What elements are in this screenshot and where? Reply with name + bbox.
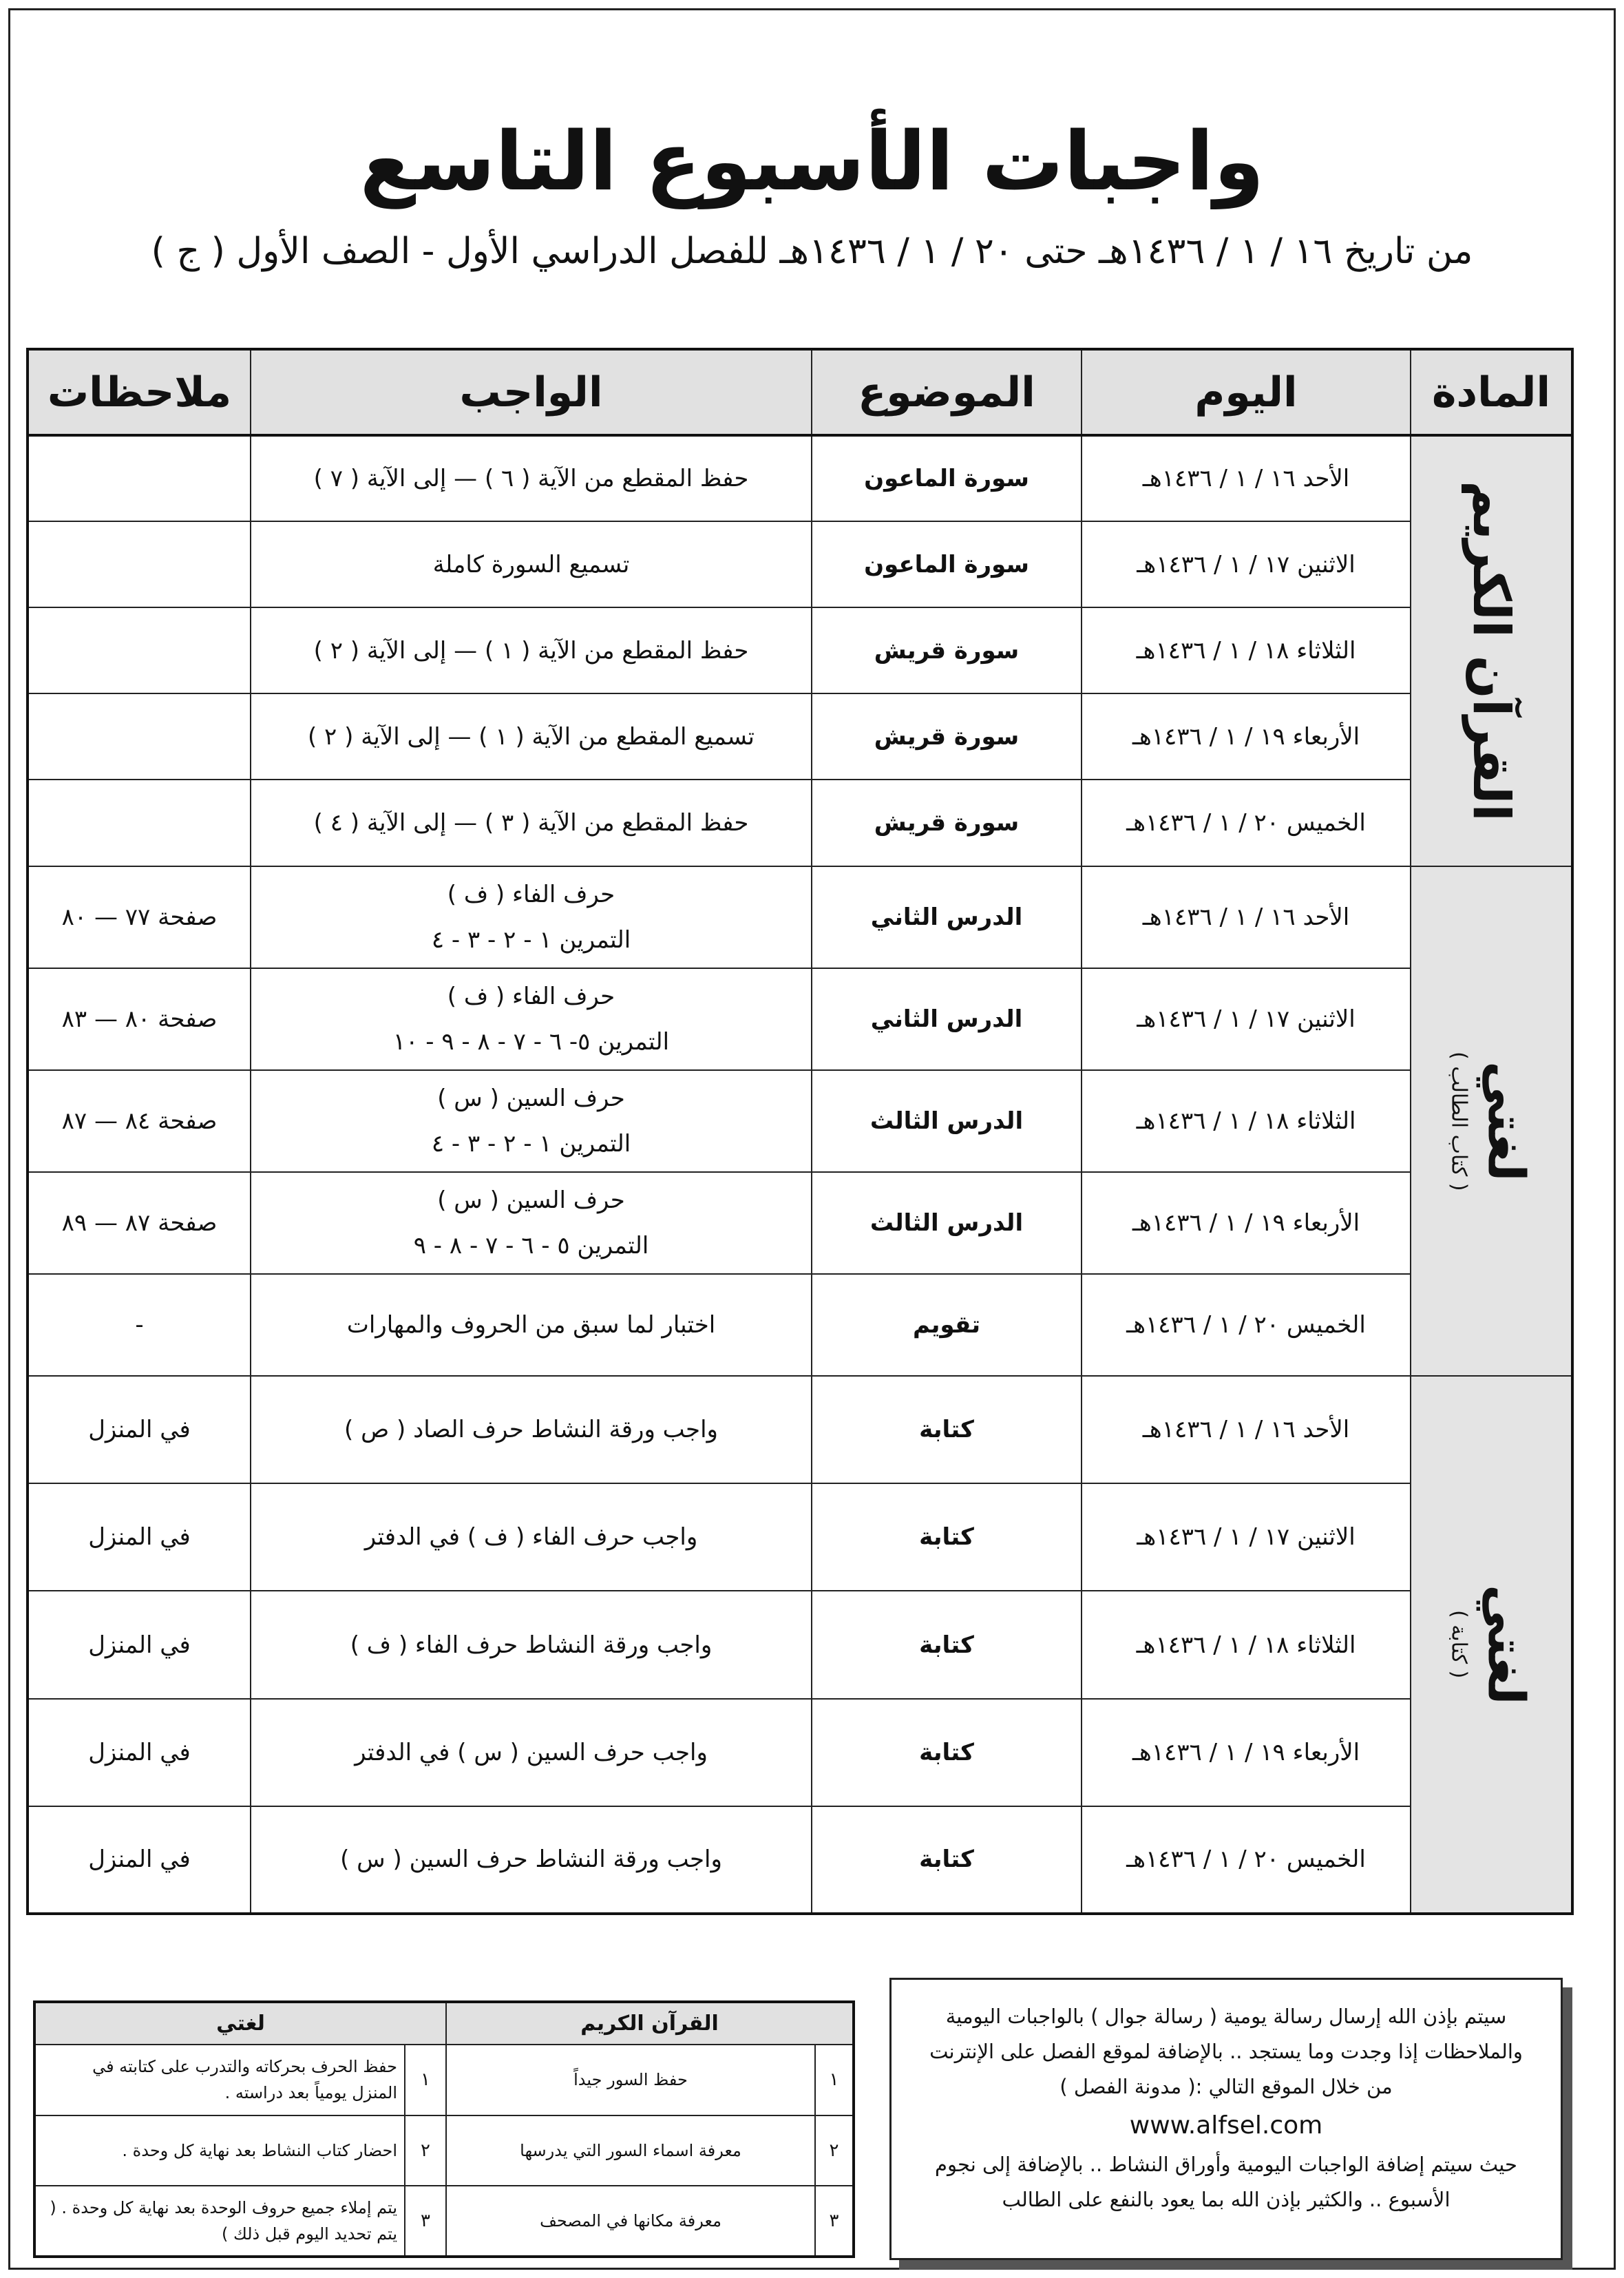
header-subject: المادة — [1411, 349, 1572, 435]
page-title: واجبات الأسبوع التاسع — [359, 114, 1265, 209]
subject-subtitle: ( كتابة ) — [1446, 1610, 1471, 1679]
legend-number: ٢ — [815, 2115, 854, 2186]
topic-cell: كتابة — [812, 1591, 1082, 1698]
homework-line-2: التمرين ٥- ٦ - ٧ - ٨ - ٩ - ١٠ — [392, 1027, 670, 1056]
notes-cell — [28, 435, 251, 521]
homework-table — [26, 348, 1574, 1915]
header-homework: الواجب — [251, 349, 812, 435]
day-cell: الأربعاء ١٩ / ١ / ١٤٣٦هـ — [1082, 1699, 1411, 1806]
homework-line: حرف الفاء ( ف ) — [447, 982, 615, 1010]
homework-cell — [251, 1274, 812, 1376]
day-cell: الخميس ٢٠ / ١ / ١٤٣٦هـ — [1082, 1274, 1411, 1376]
header-topic: الموضوع — [812, 349, 1082, 435]
homework-line-2: التمرين ١ - ٢ - ٣ - ٤ — [431, 1129, 631, 1158]
day-cell: الثلاثاء ١٨ / ١ / ١٤٣٦هـ — [1082, 607, 1411, 693]
day-cell: الاثنين ١٧ / ١ / ١٤٣٦هـ — [1082, 1483, 1411, 1591]
legend-quran-item: حفظ السور جيداً — [446, 2045, 815, 2115]
homework-line: واجب حرف السين ( س ) في الدفتر — [355, 1738, 708, 1766]
day-cell: الاثنين ١٧ / ١ / ١٤٣٦هـ — [1082, 521, 1411, 607]
table-row — [28, 1483, 1572, 1591]
subject-cell — [1411, 1376, 1572, 1914]
notes-cell — [28, 607, 251, 693]
homework-cell — [251, 1591, 812, 1698]
topic-cell: الدرس الثاني — [812, 866, 1082, 968]
homework-line-2: التمرين ٥ - ٦ - ٧ - ٨ - ٩ — [413, 1231, 649, 1260]
table-row — [28, 693, 1572, 780]
notes-cell: في المنزل — [28, 1699, 251, 1806]
homework-line: واجب حرف الفاء ( ف ) في الدفتر — [364, 1523, 698, 1551]
homework-line: حرف السين ( س ) — [437, 1084, 625, 1112]
homework-cell — [251, 866, 812, 968]
notes-cell: صفحة ٨٤ — ٨٧ — [28, 1070, 251, 1172]
notes-cell — [28, 780, 251, 866]
table-row — [28, 607, 1572, 693]
header-day: اليوم — [1082, 349, 1411, 435]
table-row — [28, 866, 1572, 968]
notes-cell: في المنزل — [28, 1591, 251, 1698]
topic-cell: كتابة — [812, 1806, 1082, 1914]
table-row — [28, 1274, 1572, 1376]
day-cell: الأربعاء ١٩ / ١ / ١٤٣٦هـ — [1082, 693, 1411, 780]
homework-line: واجب ورقة النشاط حرف السين ( س ) — [340, 1846, 722, 1874]
notes-cell — [28, 521, 251, 607]
table-row — [28, 1591, 1572, 1698]
homework-line: تسميع المقطع من الآية ( ١ ) — إلى الآية ( ٢ ) — [307, 722, 755, 751]
homework-line: اختبار لما سبق من الحروف والمهارات — [346, 1311, 716, 1339]
homework-line: حفظ المقطع من الآية ( ٦ ) — إلى الآية ( ٧ ) — [313, 465, 749, 493]
topic-cell: الدرس الثالث — [812, 1172, 1082, 1274]
page-subtitle: من تاريخ ١٦ / ١ / ١٤٣٦هـ حتى ٢٠ / ١ / ١٤٣٦هـ للفصل الدراسي الأول - الصف الأول ( ج ) — [151, 231, 1473, 272]
homework-line-2: التمرين ١ - ٢ - ٣ - ٤ — [431, 926, 631, 954]
homework-cell — [251, 693, 812, 780]
topic-cell: سورة قريش — [812, 780, 1082, 866]
topic-cell: كتابة — [812, 1376, 1082, 1483]
table-row — [28, 1172, 1572, 1274]
legend-number: ١ — [405, 2045, 446, 2115]
header-notes: ملاحظات — [28, 349, 251, 435]
subject-cell — [1411, 435, 1572, 866]
info-box — [889, 1978, 1563, 2260]
homework-cell — [251, 1172, 812, 1274]
legend-number: ٢ — [405, 2115, 446, 2186]
table-row — [28, 1376, 1572, 1483]
day-cell: الخميس ٢٠ / ١ / ١٤٣٦هـ — [1082, 1806, 1411, 1914]
notes-cell: صفحة ٨٠ — ٨٣ — [28, 968, 251, 1070]
homework-cell — [251, 1376, 812, 1483]
homework-cell — [251, 780, 812, 866]
subject-subtitle: ( كتاب الطالب ) — [1446, 1051, 1471, 1191]
homework-cell — [251, 1806, 812, 1914]
legend-body — [34, 2045, 854, 2257]
legend-lughati-item: يتم إملاء جميع حروف الوحدة بعد نهاية كل وحدة . ( يتم تحديد اليوم قبل ذلك ) — [34, 2186, 405, 2257]
day-cell: الخميس ٢٠ / ١ / ١٤٣٦هـ — [1082, 780, 1411, 866]
subject-cell — [1411, 866, 1572, 1377]
topic-cell: سورة قريش — [812, 607, 1082, 693]
table-row — [28, 1070, 1572, 1172]
topic-cell: سورة قريش — [812, 693, 1082, 780]
table-row — [28, 1806, 1572, 1914]
table-row — [28, 1699, 1572, 1806]
homework-cell — [251, 1070, 812, 1172]
legend-quran-item: معرفة اسماء السور التي يدرسها — [446, 2115, 815, 2186]
table-row — [28, 968, 1572, 1070]
homework-cell — [251, 1699, 812, 1806]
topic-cell: سورة الماعون — [812, 435, 1082, 521]
notes-cell: صفحة ٧٧ — ٨٠ — [28, 866, 251, 968]
homework-line: حرف السين ( س ) — [437, 1186, 625, 1214]
table-body — [28, 435, 1572, 1914]
homework-cell — [251, 968, 812, 1070]
homework-line: تسميع السورة كاملة — [432, 550, 630, 578]
day-cell: الأربعاء ١٩ / ١ / ١٤٣٦هـ — [1082, 1172, 1411, 1274]
notes-cell: في المنزل — [28, 1483, 251, 1591]
day-cell: الأحد ١٦ / ١ / ١٤٣٦هـ — [1082, 866, 1411, 968]
legend-number: ٣ — [815, 2186, 854, 2257]
notes-cell: في المنزل — [28, 1806, 251, 1914]
legend-number: ٣ — [405, 2186, 446, 2257]
notes-cell: في المنزل — [28, 1376, 251, 1483]
subject-name: لغتي — [1476, 1584, 1536, 1705]
homework-cell — [251, 521, 812, 607]
info-url-link[interactable]: www.alfsel.com — [1129, 2111, 1323, 2140]
subject-name: لغتي — [1476, 1060, 1536, 1182]
info-text-2: حيث سيتم إضافة الواجبات اليومية وأوراق النشاط .. بالإضافة إلى نجوم الأسبوع .. والكثير بإذن الله بما يعود بالنفع على الطالب — [935, 2153, 1517, 2211]
legend-quran-item: معرفة مكانها في المصحف — [446, 2186, 815, 2257]
day-cell: الأحد ١٦ / ١ / ١٤٣٦هـ — [1082, 1376, 1411, 1483]
subject-name: القرآن الكريم — [1462, 480, 1521, 822]
day-cell: الاثنين ١٧ / ١ / ١٤٣٦هـ — [1082, 968, 1411, 1070]
homework-line: حفظ المقطع من الآية ( ١ ) — إلى الآية ( ٢ ) — [313, 636, 749, 665]
notes-cell — [28, 693, 251, 780]
day-cell: الأحد ١٦ / ١ / ١٤٣٦هـ — [1082, 435, 1411, 521]
topic-cell: كتابة — [812, 1483, 1082, 1591]
topic-cell: تقويم — [812, 1274, 1082, 1376]
legend-row — [34, 2045, 854, 2115]
legend-table — [33, 2000, 855, 2258]
legend-header-row — [34, 2002, 854, 2045]
topic-cell: الدرس الثاني — [812, 968, 1082, 1070]
legend-row — [34, 2186, 854, 2257]
notes-cell: - — [28, 1274, 251, 1376]
legend-lughati-item: حفظ الحرف بحركاته والتدرب على كتابته في المنزل يومياً بعد دراسته . — [34, 2045, 405, 2115]
homework-line: واجب ورقة النشاط حرف الفاء ( ف ) — [350, 1631, 713, 1659]
homework-line: حفظ المقطع من الآية ( ٣ ) — إلى الآية ( ٤ ) — [313, 808, 749, 837]
legend-header-quran: القرآن الكريم — [446, 2002, 854, 2045]
legend-row — [34, 2115, 854, 2186]
topic-cell: كتابة — [812, 1699, 1082, 1806]
homework-line: واجب ورقة النشاط حرف الصاد ( ص ) — [344, 1416, 718, 1444]
legend-number: ١ — [815, 2045, 854, 2115]
homework-cell — [251, 1483, 812, 1591]
table-header-row — [28, 349, 1572, 435]
homework-cell — [251, 607, 812, 693]
topic-cell: الدرس الثالث — [812, 1070, 1082, 1172]
homework-line: حرف الفاء ( ف ) — [447, 880, 615, 908]
info-text-1: سيتم بإذن الله إرسال رسالة يومية ( رسالة جوال ) بالواجبات اليومية والملاحظات إذا وجدت وما يستجد .. بالإضافة لموقع الفصل على الإنترنت من خلال الموقع التالي :( مدونة الفصل ) — [929, 2005, 1523, 2098]
homework-cell — [251, 435, 812, 521]
legend-header-lughati: لغتي — [34, 2002, 446, 2045]
table-row — [28, 780, 1572, 866]
day-cell: الثلاثاء ١٨ / ١ / ١٤٣٦هـ — [1082, 1070, 1411, 1172]
table-row — [28, 435, 1572, 521]
topic-cell: سورة الماعون — [812, 521, 1082, 607]
legend-lughati-item: احضار كتاب النشاط بعد نهاية كل وحدة . — [34, 2115, 405, 2186]
table-row — [28, 521, 1572, 607]
day-cell: الثلاثاء ١٨ / ١ / ١٤٣٦هـ — [1082, 1591, 1411, 1698]
notes-cell: صفحة ٨٧ — ٨٩ — [28, 1172, 251, 1274]
